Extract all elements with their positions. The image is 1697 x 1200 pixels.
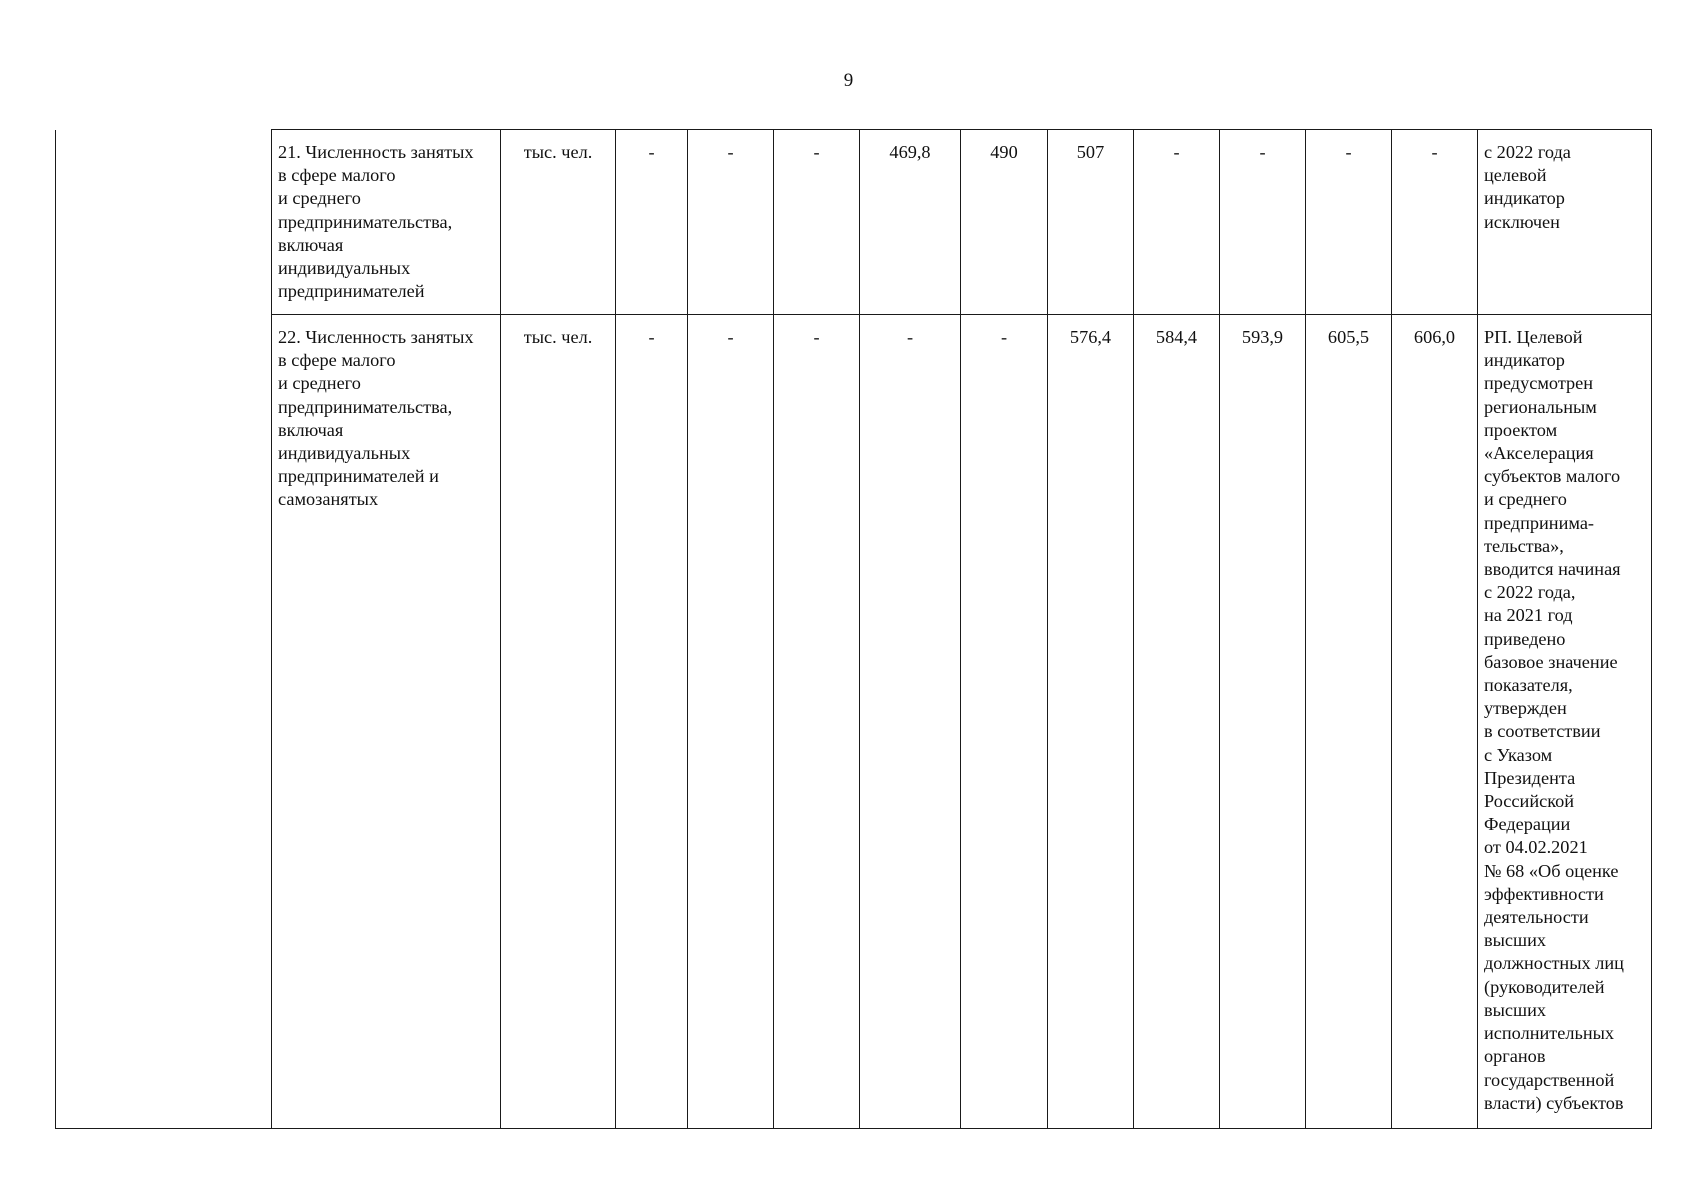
value-cell: - [774,130,860,315]
note-cell: с 2022 года целевой индикатор исключен [1478,130,1652,315]
value-cell: - [1306,130,1392,315]
value-cell: 576,4 [1048,315,1134,1129]
value-cell: 584,4 [1134,315,1220,1129]
empty-left-column-cell [56,130,272,1129]
value-cell: - [860,315,961,1129]
table-row [56,130,1652,315]
table-row [56,315,1652,1129]
value-cell: - [1220,130,1306,315]
value-cell: - [1392,130,1478,315]
value-cell: - [688,130,774,315]
value-cell: 606,0 [1392,315,1478,1129]
value-cell: - [1134,130,1220,315]
value-cell: - [616,315,688,1129]
value-cell: - [688,315,774,1129]
value-cell: 469,8 [860,130,961,315]
page-number: 9 [843,70,854,91]
value-cell: 593,9 [1220,315,1306,1129]
value-cell: - [616,130,688,315]
indicator-name-cell: 22. Численность занятых в сфере малого и среднего предпринимательства, включая индивидуальных предпринимателей и самозанятых [272,315,501,1129]
indicators-table [55,129,1652,1129]
unit-cell: тыс. чел. [501,130,616,315]
value-cell: 605,5 [1306,315,1392,1129]
indicator-name-cell: 21. Численность занятых в сфере малого и среднего предпринимательства, включая индивидуальных предпринимателей [272,130,501,315]
value-cell: 507 [1048,130,1134,315]
value-cell: 490 [961,130,1048,315]
unit-cell: тыс. чел. [501,315,616,1129]
note-cell: РП. Целевой индикатор предусмотрен региональным проектом «Акселерация субъектов малого и среднего предпринима- тельства», вводится начиная с 2022 года, на 2021 год приведено базовое значение показателя, утвержден в соответствии с Указом Президента Российской Федерации от 04.02.2021 № 68 «Об оценке эффективности деятельности высших должностных лиц (руководителей высших исполнительных органов государственной власти) субъектов [1478,315,1652,1129]
value-cell: - [961,315,1048,1129]
value-cell: - [774,315,860,1129]
